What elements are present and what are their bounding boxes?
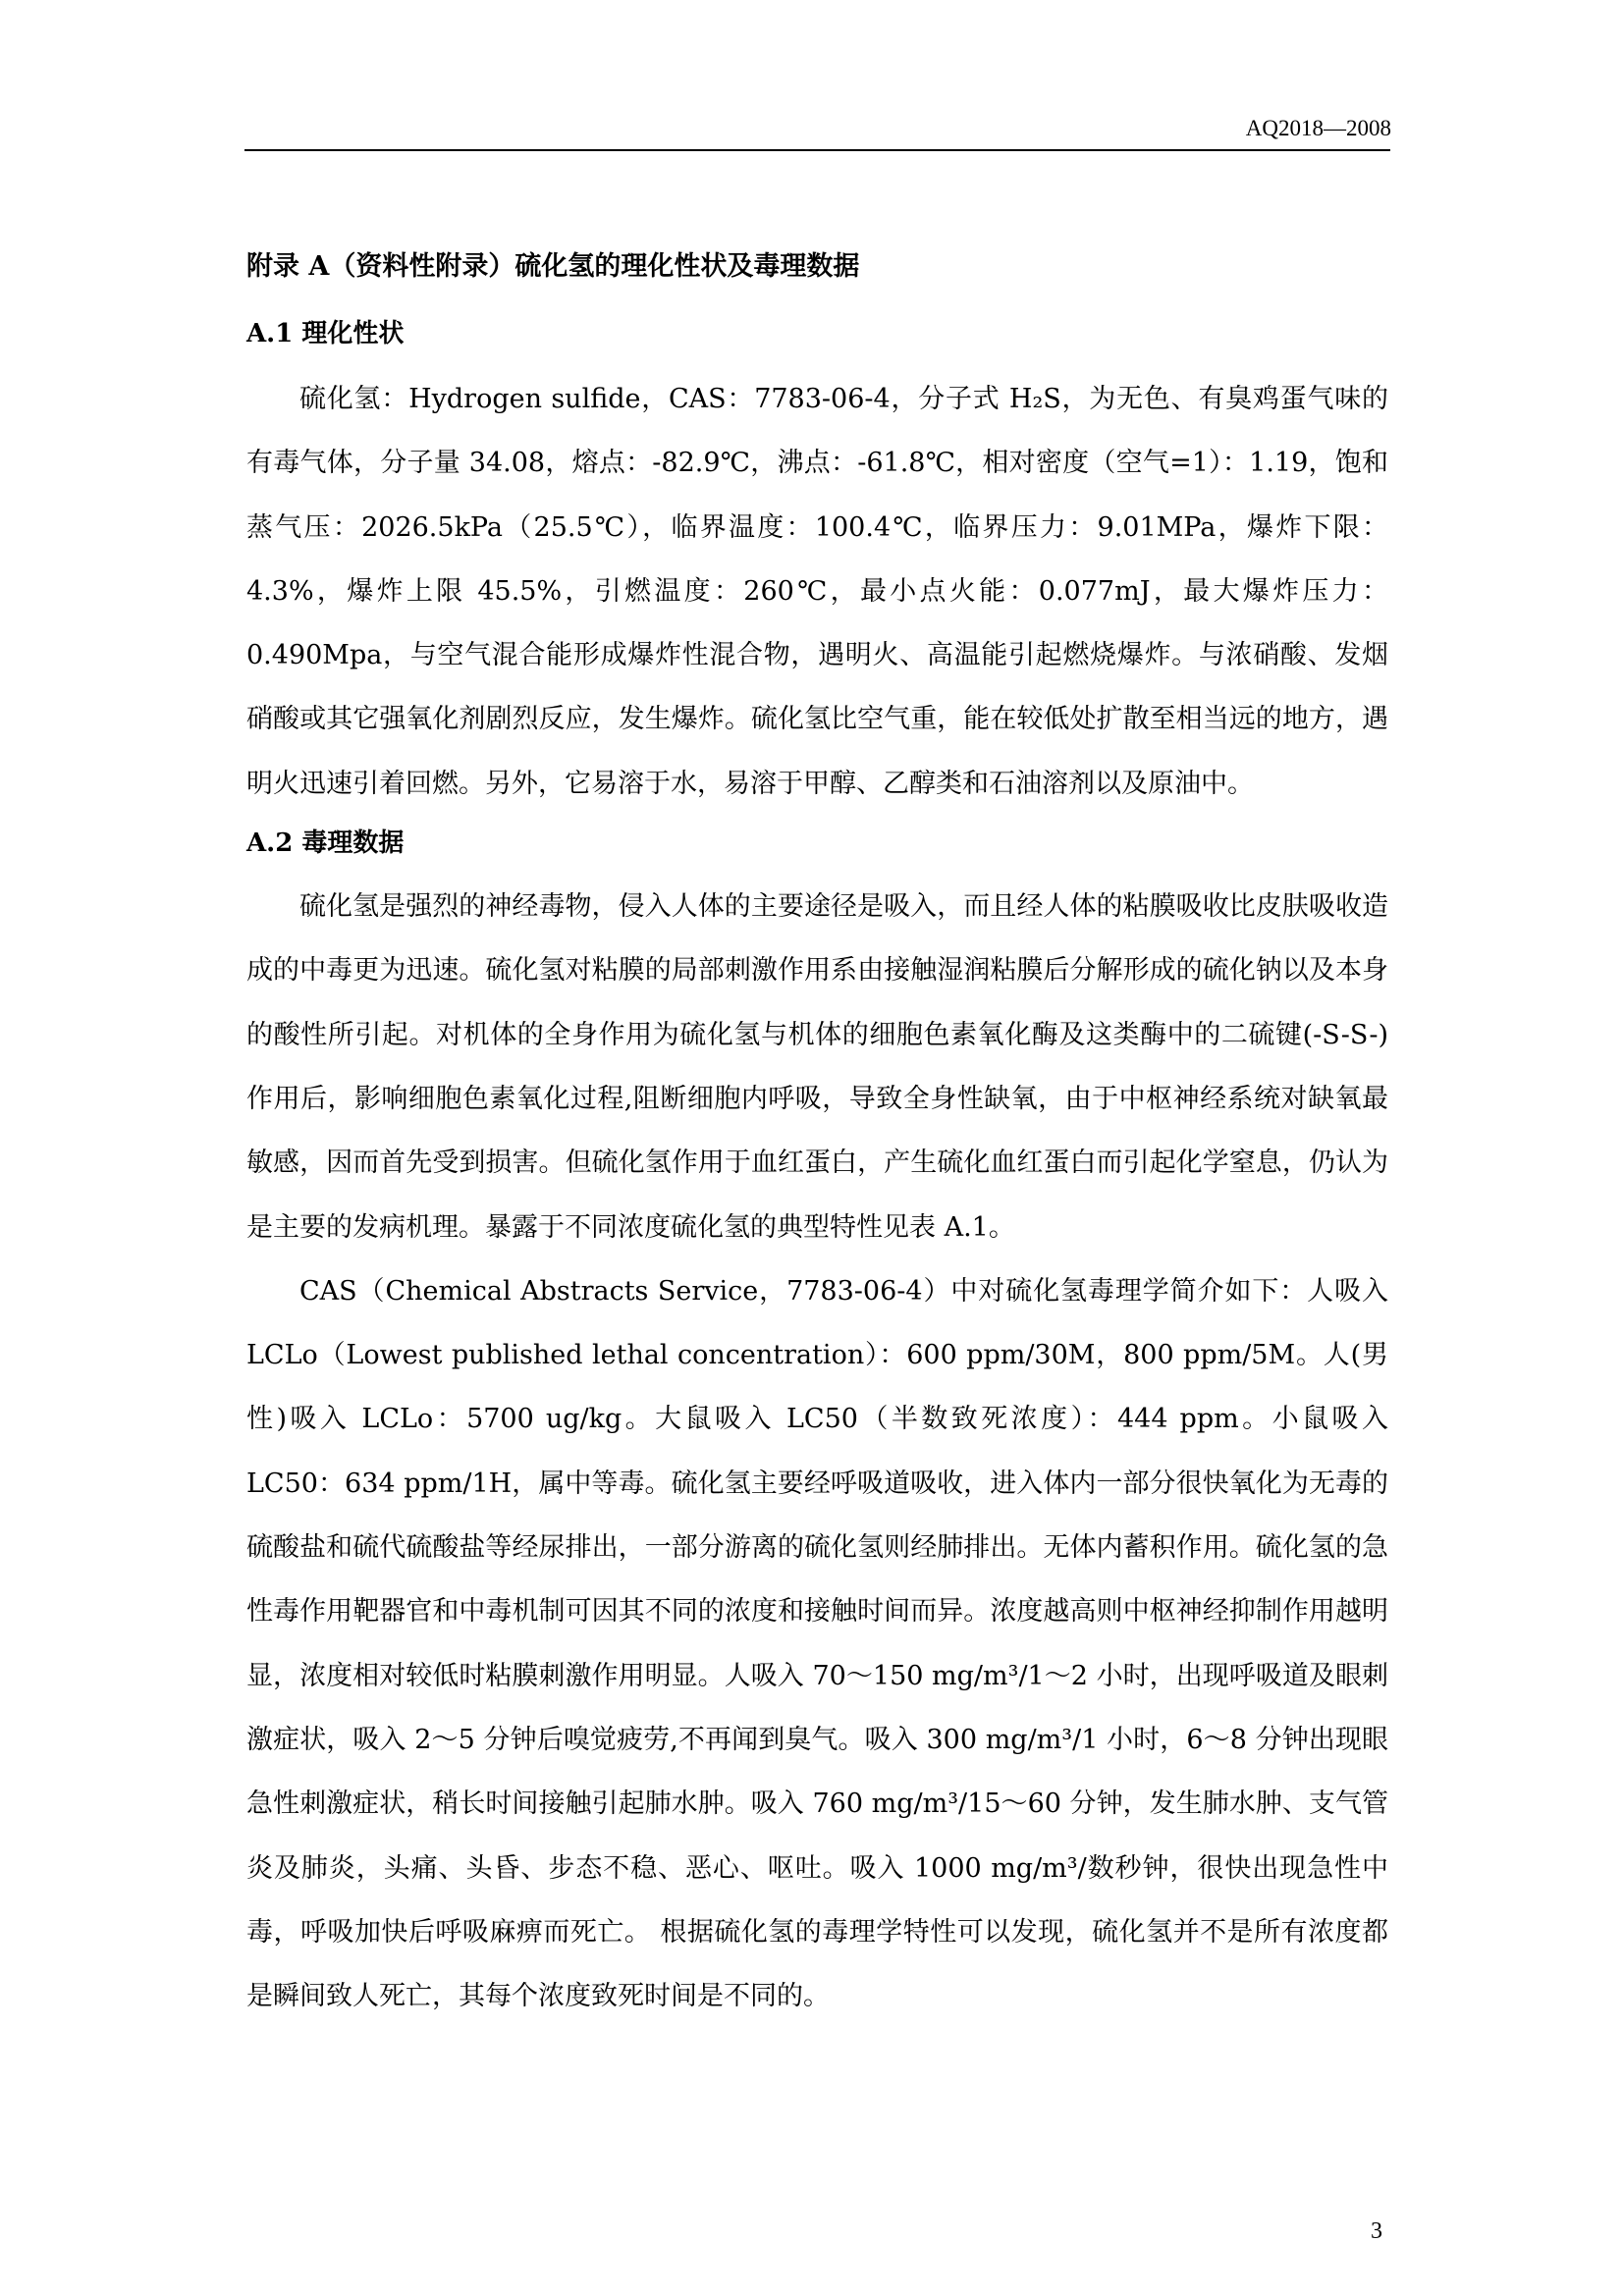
paragraph-physical-properties: 硫化氢：Hydrogen sulfide，CAS：7783-06-4，分子式 H₂S，为无色、有臭鸡蛋气味的有毒气体，分子量 34.08，熔点：-82.9℃，沸点：-61.8℃，相对密度（空气=1）：1.19，饱和蒸气压：2026.5kPa（25.5℃），临界温度：100.4℃，临界压力：9.01MPa，爆炸下限：4.3%，爆炸上限 45.5%，引燃温度：260℃，最小点火能：0.077mJ，最大爆炸压力：0.490Mpa，与空气混合能形成爆炸性混合物，遇明火、高温能引起燃烧爆炸。与浓硝酸、发烟硝酸或其它强氧化剂剧烈反应，发生爆炸。硫化氢比空气重，能在较低处扩散至相当远的地方，遇明火迅速引着回燃。另外，它易溶于水，易溶于甲醇、乙醇类和石油溶剂以及原油中。 <box>246 384 1388 799</box>
section-heading-a2: A.2 毒理数据 <box>246 828 405 859</box>
appendix-title: 附录 A（资料性附录）硫化氢的理化性状及毒理数据 <box>246 251 860 282</box>
paragraph-cas-toxicology: CAS（Chemical Abstracts Service，7783-06-4）中对硫化氢毒理学简介如下：人吸入 LCLo（Lowest published lethal concentration）：600 ppm/30M，800 ppm/5M。人(男性)吸入 LCLo：5700 ug/kg。大鼠吸入 LC50（半数致死浓度）：444 ppm。小鼠吸入 LC50：634 ppm/1H，属中等毒。硫化氢主要经呼吸道吸收，进入体内一部分很快氧化为无毒的硫酸盐和硫代硫酸盐等经尿排出，一部分游离的硫化氢则经肺排出。无体内蓄积作用。硫化氢的急性毒作用靶器官和中毒机制可因其不同的浓度和接触时间而异。浓度越高则中枢神经抑制作用越明显，浓度相对较低时粘膜刺激作用明显。人吸入 70～150 mg/m³/1～2 小时，出现呼吸道及眼刺激症状，吸入 2～5 分钟后嗅觉疲劳,不再闻到臭气。吸入 300 mg/m³/1 小时，6～8 分钟出现眼急性刺激症状，稍长时间接触引起肺水肿。吸入 760 mg/m³/15～60 分钟，发生肺水肿、支气管炎及肺炎，头痛、头昏、步态不稳、恶心、呕吐。吸入 1000 mg/m³/数秒钟，很快出现急性中毒，呼吸加快后呼吸麻痹而死亡。 根据硫化氢的毒理学特性可以发现，硫化氢并不是所有浓度都是瞬间致人死亡，其每个浓度致死时间是不同的。 <box>246 1275 1388 2012</box>
header-divider <box>244 149 1390 151</box>
section-heading-a1: A.1 理化性状 <box>246 319 405 348</box>
paragraph-toxicity-mechanism: 硫化氢是强烈的神经毒物，侵入人体的主要途径是吸入，而且经人体的粘膜吸收比皮肤吸收造成的中毒更为迅速。硫化氢对粘膜的局部刺激作用系由接触湿润粘膜后分解形成的硫化钠以及本身的酸性所引起。对机体的全身作用为硫化氢与机体的细胞色素氧化酶及这类酶中的二硫键(-S-S-)作用后，影响细胞色素氧化过程,阻断细胞内呼吸，导致全身性缺氧，由于中枢神经系统对缺氧最敏感，因而首先受到损害。但硫化氢作用于血红蛋白，产生硫化血红蛋白而引起化学窒息，仍认为是主要的发病机理。暴露于不同浓度硫化氢的典型特性见表 A.1。 <box>246 891 1388 1243</box>
document-code: AQ2018—2008 <box>1245 116 1391 140</box>
page-number: 3 <box>1371 2218 1382 2244</box>
document-body <box>246 236 1388 2028</box>
